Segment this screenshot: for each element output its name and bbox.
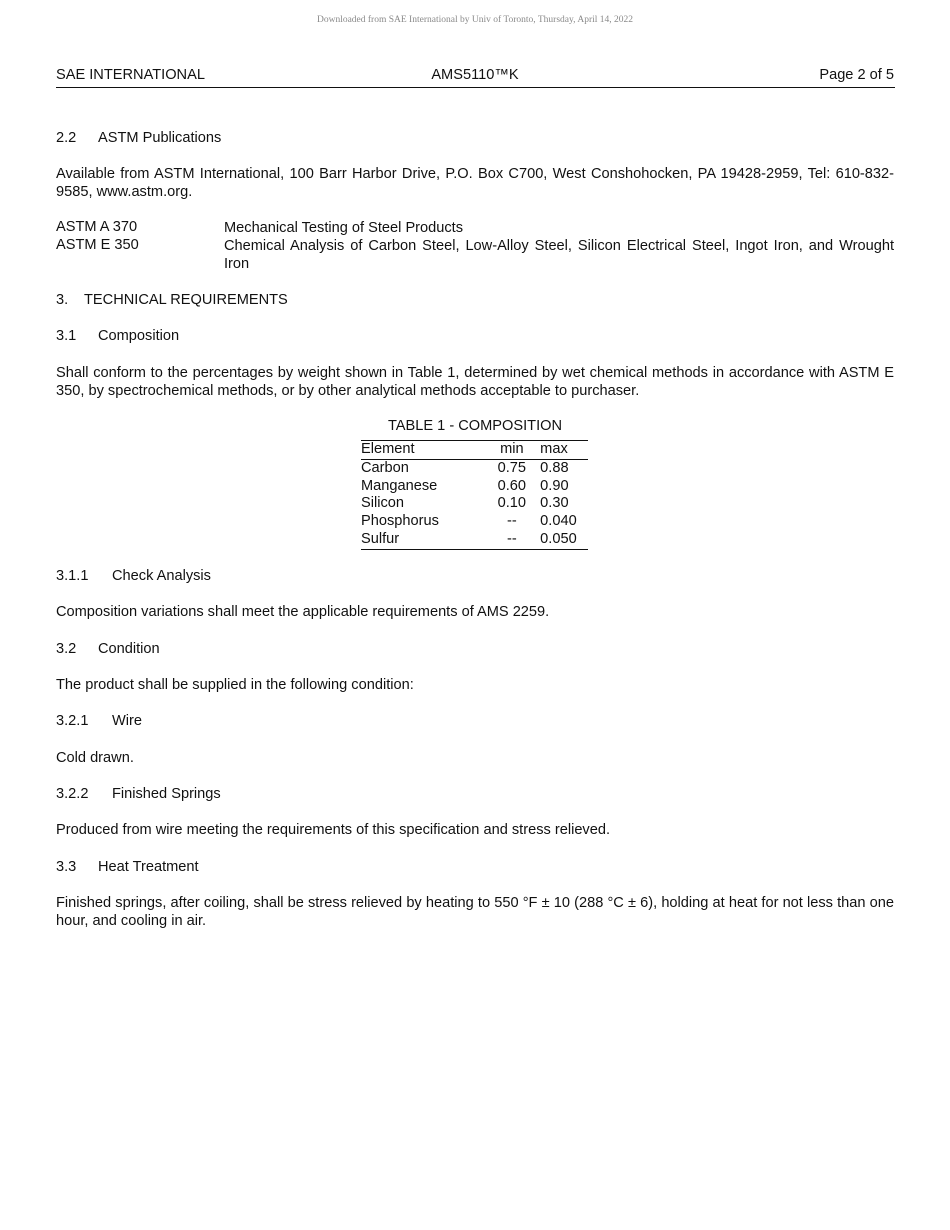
- section-number: 3.: [56, 292, 69, 308]
- table-row: [361, 478, 588, 496]
- section-number: 3.1.1: [56, 568, 89, 584]
- column-header-max: max: [532, 441, 588, 460]
- cell-max: 0.040: [540, 513, 577, 530]
- section-title: Heat Treatment: [98, 859, 199, 875]
- section-number: 3.1: [56, 328, 77, 344]
- header-rule: [56, 87, 895, 88]
- table-row: [361, 531, 588, 549]
- section-3-2-heading: [56, 640, 894, 658]
- table-row: [361, 459, 588, 477]
- cell-element: Silicon: [361, 495, 404, 512]
- reference-code: ASTM E 350: [56, 237, 139, 253]
- section-title: Condition: [98, 641, 160, 657]
- section-3-1-body: Shall conform to the percentages by weight shown in Table 1, determined by wet chemical methods in accordance with ASTM E 350, by spectrochemical methods, or by other analytical methods acceptable to purchaser.: [56, 365, 894, 399]
- section-number: 3.3: [56, 859, 77, 875]
- cell-max: 0.30: [540, 495, 569, 512]
- section-2-2-body: Available from ASTM International, 100 Barr Harbor Drive, P.O. Box C700, West Conshohocken, PA 19428-2959, Tel: 610-832-9585, www.astm.org.: [56, 166, 894, 200]
- reference-title: Mechanical Testing of Steel Products: [224, 220, 464, 236]
- cell-element: Carbon: [361, 459, 409, 476]
- section-number: 2.2: [56, 130, 77, 146]
- section-number: 3.2: [56, 641, 77, 657]
- cell-min: 0.60: [497, 477, 527, 494]
- cell-max: 0.88: [540, 459, 569, 476]
- column-header-min: min: [491, 441, 532, 460]
- cell-max: 0.050: [532, 531, 588, 549]
- section-title: Finished Springs: [112, 786, 221, 802]
- table-header-row: [361, 441, 588, 460]
- table-title: TABLE 1 - COMPOSITION: [387, 418, 563, 434]
- section-3-2-2-body: Produced from wire meeting the requirements of this specification and stress relieved.: [56, 822, 611, 838]
- cell-element: Manganese: [361, 477, 438, 494]
- composition-table: [361, 440, 588, 550]
- cell-element: Phosphorus: [361, 513, 439, 530]
- section-3-heading: [56, 291, 894, 309]
- section-3-3-body: Finished springs, after coiling, shall be stress relieved by heating to 550 °F ± 10 (288 °C ± 6), holding at heat for not less than one hour, and cooling in air.: [56, 895, 894, 929]
- section-2-2-heading: [56, 129, 894, 147]
- cell-max: 0.90: [540, 477, 569, 494]
- header-document-id: AMS5110™K: [431, 67, 519, 83]
- section-3-1-1-body: Composition variations shall meet the applicable requirements of AMS 2259.: [56, 604, 550, 620]
- section-3-2-1-body: Cold drawn.: [56, 750, 134, 766]
- reference-code: ASTM A 370: [56, 219, 138, 235]
- table-row: [361, 495, 588, 513]
- section-title: Wire: [112, 713, 142, 729]
- column-header-element: Element: [361, 441, 491, 460]
- cell-min: --: [491, 531, 532, 549]
- section-3-2-body: The product shall be supplied in the following condition:: [56, 677, 414, 693]
- section-number: 3.2.1: [56, 713, 89, 729]
- cell-element: Sulfur: [361, 531, 491, 549]
- section-3-2-1-heading: [56, 712, 894, 730]
- reference-title: Chemical Analysis of Carbon Steel, Low-Alloy Steel, Silicon Electrical Steel, Ingot Iron, and Wrought Iron: [224, 238, 894, 272]
- cell-min: --: [506, 513, 517, 530]
- header-page-number: Page 2 of 5: [819, 67, 894, 83]
- section-title: Composition: [98, 328, 180, 344]
- section-title: ASTM Publications: [98, 130, 222, 146]
- section-3-1-heading: [56, 327, 894, 345]
- download-watermark: Downloaded from SAE International by Univ of Toronto, Thursday, April 14, 2022: [316, 15, 634, 25]
- section-title: Check Analysis: [112, 568, 211, 584]
- section-3-3-heading: [56, 858, 894, 876]
- cell-min: 0.75: [497, 459, 527, 476]
- section-3-1-1-heading: [56, 567, 894, 585]
- section-title: TECHNICAL REQUIREMENTS: [84, 292, 288, 308]
- section-3-2-2-heading: [56, 785, 894, 803]
- header-organization: SAE INTERNATIONAL: [56, 67, 205, 83]
- cell-min: 0.10: [497, 495, 527, 512]
- table-row: [361, 513, 588, 531]
- section-number: 3.2.2: [56, 786, 89, 802]
